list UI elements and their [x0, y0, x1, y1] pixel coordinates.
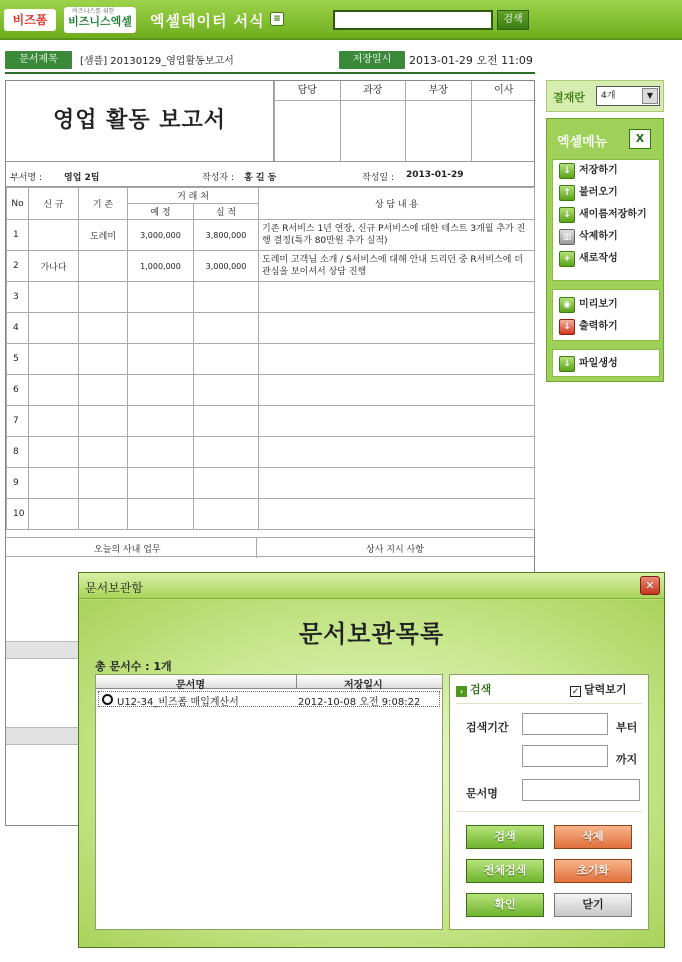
- calendar-view-checkbox[interactable]: [570, 681, 627, 697]
- row-no[interactable]: 4: [7, 313, 29, 344]
- search-panel-title-text: 검색: [470, 683, 492, 696]
- row-existing[interactable]: [79, 406, 128, 437]
- table-row: [7, 282, 535, 313]
- row-notes[interactable]: [259, 344, 535, 375]
- menu-group-create: [552, 349, 660, 377]
- document-list-header: [96, 675, 442, 689]
- approval-cell-director[interactable]: [405, 81, 471, 161]
- row-existing[interactable]: [79, 468, 128, 499]
- row-notes[interactable]: [259, 313, 535, 344]
- save-date-value: 2013-01-29 오전 11:09: [409, 54, 533, 67]
- table-row: [7, 251, 535, 282]
- list-col-name[interactable]: 문서명: [176, 680, 205, 691]
- table-row: [7, 375, 535, 406]
- row-existing[interactable]: [79, 499, 128, 530]
- col-new: 신 규: [29, 188, 79, 220]
- menu-delete[interactable]: [553, 226, 659, 248]
- table-row: [7, 437, 535, 468]
- row-plan[interactable]: [128, 344, 194, 375]
- row-actual[interactable]: [194, 468, 259, 499]
- report-title: 영업 활동 보고서: [6, 81, 274, 161]
- search-panel-title: [456, 681, 491, 697]
- menu-print-label: 출력하기: [579, 321, 618, 332]
- approval-head: 부장: [406, 81, 471, 101]
- preview-icon: ◉: [559, 297, 575, 313]
- business-excel-tagline: 비즈니스를 위한: [72, 8, 115, 15]
- calendar-view-label: 달력보기: [584, 683, 627, 696]
- menu-preview[interactable]: [553, 294, 659, 316]
- row-plan[interactable]: [128, 313, 194, 344]
- approval-grid: [274, 81, 536, 161]
- period-label: 검색기간: [466, 721, 509, 734]
- excel-sheet-icon: ≡: [270, 12, 284, 26]
- boss-instructions-label: 상사 지시 사항: [366, 545, 424, 555]
- trash-icon: ▥: [559, 229, 575, 245]
- radio-button[interactable]: [102, 694, 113, 705]
- arrow-right-icon: ›: [456, 686, 467, 697]
- menu-save-as[interactable]: [553, 204, 659, 226]
- dept-label: 부서명 :: [10, 173, 42, 183]
- row-no[interactable]: 9: [7, 468, 29, 499]
- row-no[interactable]: 10: [7, 499, 29, 530]
- top-search-input[interactable]: [333, 10, 493, 30]
- row-new[interactable]: [29, 406, 79, 437]
- menu-save[interactable]: [553, 160, 659, 182]
- save-icon: ↓: [559, 163, 575, 179]
- today-work-label: 오늘의 사내 업무: [94, 545, 161, 555]
- col-notes: 상 담 내 용: [259, 188, 535, 220]
- bizform-logo[interactable]: [4, 9, 56, 31]
- row-new[interactable]: [29, 499, 79, 530]
- row-new[interactable]: [29, 468, 79, 499]
- list-col-date[interactable]: 저장일시: [344, 680, 383, 691]
- row-existing[interactable]: [79, 282, 128, 313]
- load-icon: ↑: [559, 185, 575, 201]
- excel-menu-panel: [546, 118, 664, 382]
- row-notes[interactable]: [259, 375, 535, 406]
- top-bar: [0, 0, 682, 40]
- col-plan: 예 정: [128, 204, 194, 220]
- app-title: 엑셀데이터 서식: [150, 12, 265, 30]
- approval-cell-staff[interactable]: [274, 81, 340, 161]
- menu-new[interactable]: [553, 248, 659, 270]
- row-plan[interactable]: 3,000,000: [128, 220, 194, 251]
- report-date-label: 작성일 :: [362, 173, 394, 183]
- menu-group-file: [552, 159, 660, 281]
- row-no[interactable]: 8: [7, 437, 29, 468]
- excel-icon: X: [629, 129, 651, 149]
- row-new[interactable]: [29, 282, 79, 313]
- row-notes[interactable]: 도레미 고객님 소개 / S서비스에 대해 안내 드리던 중 R서비스에 더 관심을 보이셔서 상담 진행: [259, 251, 535, 282]
- table-row: [7, 468, 535, 499]
- dialog-titlebar[interactable]: [79, 573, 664, 599]
- row-no[interactable]: 1: [7, 220, 29, 251]
- section-bar: [6, 727, 86, 745]
- menu-load[interactable]: [553, 182, 659, 204]
- row-existing[interactable]: [79, 251, 128, 282]
- row-no[interactable]: 2: [7, 251, 29, 282]
- top-search-button[interactable]: 검색: [497, 10, 529, 30]
- col-actual: 실 적: [194, 204, 259, 220]
- search-all-button[interactable]: 전체검색: [466, 859, 544, 883]
- search-divider: [456, 811, 642, 812]
- row-plan[interactable]: [128, 375, 194, 406]
- section-head-row: [6, 537, 534, 557]
- close-button[interactable]: 닫기: [554, 893, 632, 917]
- table-row: [7, 313, 535, 344]
- table-row: [7, 344, 535, 375]
- report-date-value: 2013-01-29: [406, 170, 464, 180]
- checkbox-checked-icon[interactable]: ✓: [571, 687, 580, 697]
- row-existing[interactable]: 도레미: [79, 220, 128, 251]
- sales-table: [6, 187, 535, 530]
- row-notes[interactable]: [259, 282, 535, 313]
- col-existing: 기 존: [79, 188, 128, 220]
- chevron-down-icon[interactable]: ▼: [642, 88, 658, 104]
- row-no[interactable]: 3: [7, 282, 29, 313]
- menu-save-label: 저장하기: [579, 165, 618, 176]
- list-item[interactable]: [98, 691, 440, 707]
- business-excel-logo-text: 비즈니스엑셀: [68, 15, 132, 28]
- period-to-label: 까지: [616, 753, 638, 766]
- section-divider: [256, 538, 257, 558]
- menu-print[interactable]: [553, 316, 659, 338]
- dept-value: 영업 2팀: [64, 173, 100, 183]
- delete-button[interactable]: 삭제: [554, 825, 632, 849]
- row-plan[interactable]: [128, 406, 194, 437]
- writer-value: 홍 길 동: [244, 173, 277, 183]
- reset-button[interactable]: 초기화: [554, 859, 632, 883]
- new-document-icon: +: [559, 251, 575, 267]
- row-existing[interactable]: [79, 375, 128, 406]
- row-no[interactable]: 5: [7, 344, 29, 375]
- bizform-logo-text: 비즈폼: [12, 13, 48, 27]
- row-no[interactable]: 7: [7, 406, 29, 437]
- row-actual[interactable]: [194, 313, 259, 344]
- dialog-heading: 문서보관목록: [298, 620, 445, 648]
- search-panel: [449, 674, 649, 930]
- row-existing[interactable]: [79, 313, 128, 344]
- approval-cell-manager[interactable]: [340, 81, 406, 161]
- menu-save-as-label: 새이름저장하기: [579, 209, 647, 220]
- row-plan[interactable]: 1,000,000: [128, 251, 194, 282]
- row-actual[interactable]: [194, 344, 259, 375]
- row-notes[interactable]: [259, 437, 535, 468]
- row-notes[interactable]: 기존 R서비스 1년 연장, 신규 P서비스에 대한 테스트 3개월 추가 진행 결정(특가 80만원 추가 실적): [259, 220, 535, 251]
- dialog-title: 문서보관함: [85, 581, 143, 595]
- menu-create-file[interactable]: [553, 353, 659, 375]
- menu-delete-label: 삭제하기: [579, 231, 618, 242]
- approval-head: 이사: [472, 81, 537, 101]
- approval-count-value: 4개: [601, 91, 616, 101]
- row-existing[interactable]: [79, 437, 128, 468]
- row-new[interactable]: [29, 437, 79, 468]
- doc-title-label: 문서제목: [5, 51, 72, 69]
- approval-cell-executive[interactable]: [471, 81, 537, 161]
- approval-count-label: 결재란: [553, 91, 585, 104]
- list-col-separator: [296, 675, 297, 689]
- excel-menu-title: 엑셀메뉴: [557, 135, 608, 150]
- approval-head: 과장: [341, 81, 406, 101]
- document-archive-dialog: [78, 572, 665, 948]
- row-actual[interactable]: [194, 282, 259, 313]
- confirm-button[interactable]: 확인: [466, 893, 544, 917]
- writer-label: 작성자 :: [202, 173, 234, 183]
- row-notes[interactable]: [259, 406, 535, 437]
- business-excel-logo[interactable]: [64, 7, 136, 33]
- dialog-body: [79, 600, 664, 947]
- docname-label: 문서명: [466, 787, 498, 800]
- header-divider: [5, 72, 535, 74]
- print-icon: ↓: [559, 319, 575, 335]
- row-no[interactable]: 6: [7, 375, 29, 406]
- save-as-icon: ↓: [559, 207, 575, 223]
- menu-create-file-label: 파일생성: [579, 358, 618, 369]
- table-row: [7, 406, 535, 437]
- row-actual[interactable]: [194, 437, 259, 468]
- row-new[interactable]: [29, 313, 79, 344]
- row-new[interactable]: [29, 344, 79, 375]
- row-new[interactable]: [29, 375, 79, 406]
- close-icon[interactable]: ✕: [640, 576, 660, 595]
- table-row: [7, 220, 535, 251]
- menu-group-print: [552, 289, 660, 341]
- docname-input[interactable]: [522, 779, 640, 801]
- row-new[interactable]: 가나다: [29, 251, 79, 282]
- list-item-date: 2012-10-08 오전 9:08:22: [298, 697, 421, 708]
- row-notes[interactable]: [259, 468, 535, 499]
- row-plan[interactable]: [128, 499, 194, 530]
- approval-head: 담당: [275, 81, 340, 101]
- approval-count-select[interactable]: [596, 86, 660, 106]
- row-actual[interactable]: [194, 375, 259, 406]
- list-item-name: U12-34_비즈폼 매입계산서: [117, 697, 239, 708]
- row-actual[interactable]: 3,800,000: [194, 220, 259, 251]
- col-trade: 거 래 처: [128, 188, 259, 204]
- period-from-input[interactable]: [522, 713, 608, 735]
- total-doc-count: 총 문서수 : 1개: [95, 660, 172, 673]
- col-no: No: [7, 188, 29, 220]
- row-actual[interactable]: [194, 406, 259, 437]
- period-from-label: 부터: [616, 721, 638, 734]
- menu-new-label: 새로작성: [579, 253, 618, 264]
- table-row: [7, 499, 535, 530]
- row-plan[interactable]: [128, 468, 194, 499]
- create-file-icon: ↓: [559, 356, 575, 372]
- report-meta-row: [6, 161, 534, 187]
- menu-load-label: 불러오기: [579, 187, 618, 198]
- save-date-label: 저장일시: [339, 51, 405, 69]
- row-actual[interactable]: 3,000,000: [194, 251, 259, 282]
- doc-title-value: [샘플] 20130129_영업활동보고서: [80, 56, 234, 67]
- section-bar: [6, 641, 86, 659]
- row-plan[interactable]: [128, 282, 194, 313]
- row-existing[interactable]: [79, 344, 128, 375]
- row-actual[interactable]: [194, 499, 259, 530]
- row-new[interactable]: [29, 220, 79, 251]
- period-to-input[interactable]: [522, 745, 608, 767]
- search-button[interactable]: 검색: [466, 825, 544, 849]
- row-plan[interactable]: [128, 437, 194, 468]
- search-divider: [456, 703, 642, 704]
- document-list[interactable]: [95, 674, 443, 930]
- row-notes[interactable]: [259, 499, 535, 530]
- sales-table-body: [7, 220, 535, 530]
- menu-preview-label: 미리보기: [579, 299, 618, 310]
